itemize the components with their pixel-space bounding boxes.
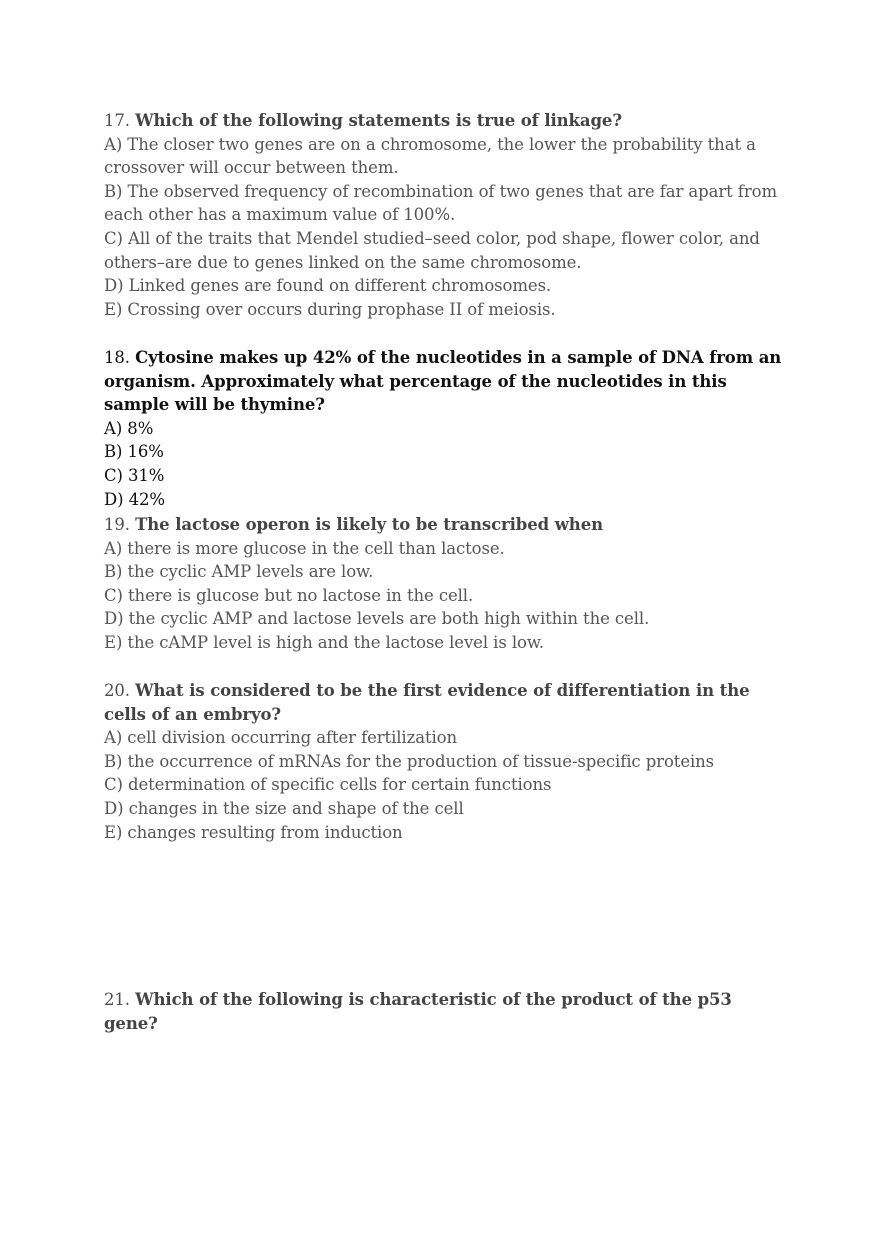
question-21: [104, 988, 784, 1035]
question-heading: [104, 109, 784, 133]
answer-option-c: C) determination of specific cells for certain functions: [104, 775, 552, 795]
answer-option-c: C) All of the traits that Mendel studied–seed color, pod shape, flower color, and others–are due to genes linked on the same chromosome.: [104, 228, 760, 272]
answer-option-b: B) 16%: [104, 442, 164, 462]
question-17: [104, 109, 784, 321]
answer-option-a: A) there is more glucose in the cell than lactose.: [104, 538, 505, 558]
question-text: The lactose operon is likely to be transcribed when: [135, 515, 603, 534]
answer-option-b: B) the occurrence of mRNAs for the production of tissue-specific proteins: [104, 751, 715, 771]
answer-option-e: E) the cAMP level is high and the lactose level is low.: [104, 632, 545, 652]
question-text: What is considered to be the first evidence of differentiation in the cells of an embryo?: [104, 681, 750, 724]
question-heading: [104, 679, 784, 726]
answer-option-a: A) cell division occurring after fertilization: [104, 728, 458, 748]
answer-option-d: D) changes in the size and shape of the cell: [104, 798, 464, 818]
question-text: Which of the following statements is true of linkage?: [135, 111, 622, 130]
question-number: 19.: [104, 515, 130, 534]
answer-option-d: D) 42%: [104, 489, 165, 509]
question-18: [104, 346, 784, 511]
answer-option-d: D) the cyclic AMP and lactose levels are both high within the cell.: [104, 609, 650, 629]
answer-option-b: B) the cyclic AMP levels are low.: [104, 562, 374, 582]
question-heading: [104, 988, 784, 1035]
question-number: 17.: [104, 111, 130, 130]
answer-option-c: C) there is glucose but no lactose in the cell.: [104, 585, 474, 605]
question-text: Cytosine makes up 42% of the nucleotides in a sample of DNA from an organism. Approximately what percentage of the nucleotides in this sample will be thymine?: [104, 348, 782, 415]
answer-option-e: E) changes resulting from induction: [104, 822, 403, 842]
answer-option-c: C) 31%: [104, 465, 165, 485]
answer-option-a: A) The closer two genes are on a chromosome, the lower the probability that a crossover will occur between them.: [104, 134, 756, 178]
question-19: [104, 513, 784, 655]
question-number: 18.: [104, 348, 130, 367]
question-number: 21.: [104, 990, 130, 1009]
answer-option-b: B) The observed frequency of recombination of two genes that are far apart from each other has a maximum value of 100%.: [104, 181, 777, 225]
answer-option-e: E) Crossing over occurs during prophase II of meiosis.: [104, 299, 556, 319]
question-text: Which of the following is characteristic of the product of the p53 gene?: [104, 990, 732, 1033]
answer-option-d: D) Linked genes are found on different chromosomes.: [104, 276, 552, 296]
question-number: 20.: [104, 681, 130, 700]
question-heading: [104, 513, 784, 537]
question-20: [104, 679, 784, 844]
question-heading: [104, 346, 784, 417]
answer-option-a: A) 8%: [104, 418, 154, 438]
